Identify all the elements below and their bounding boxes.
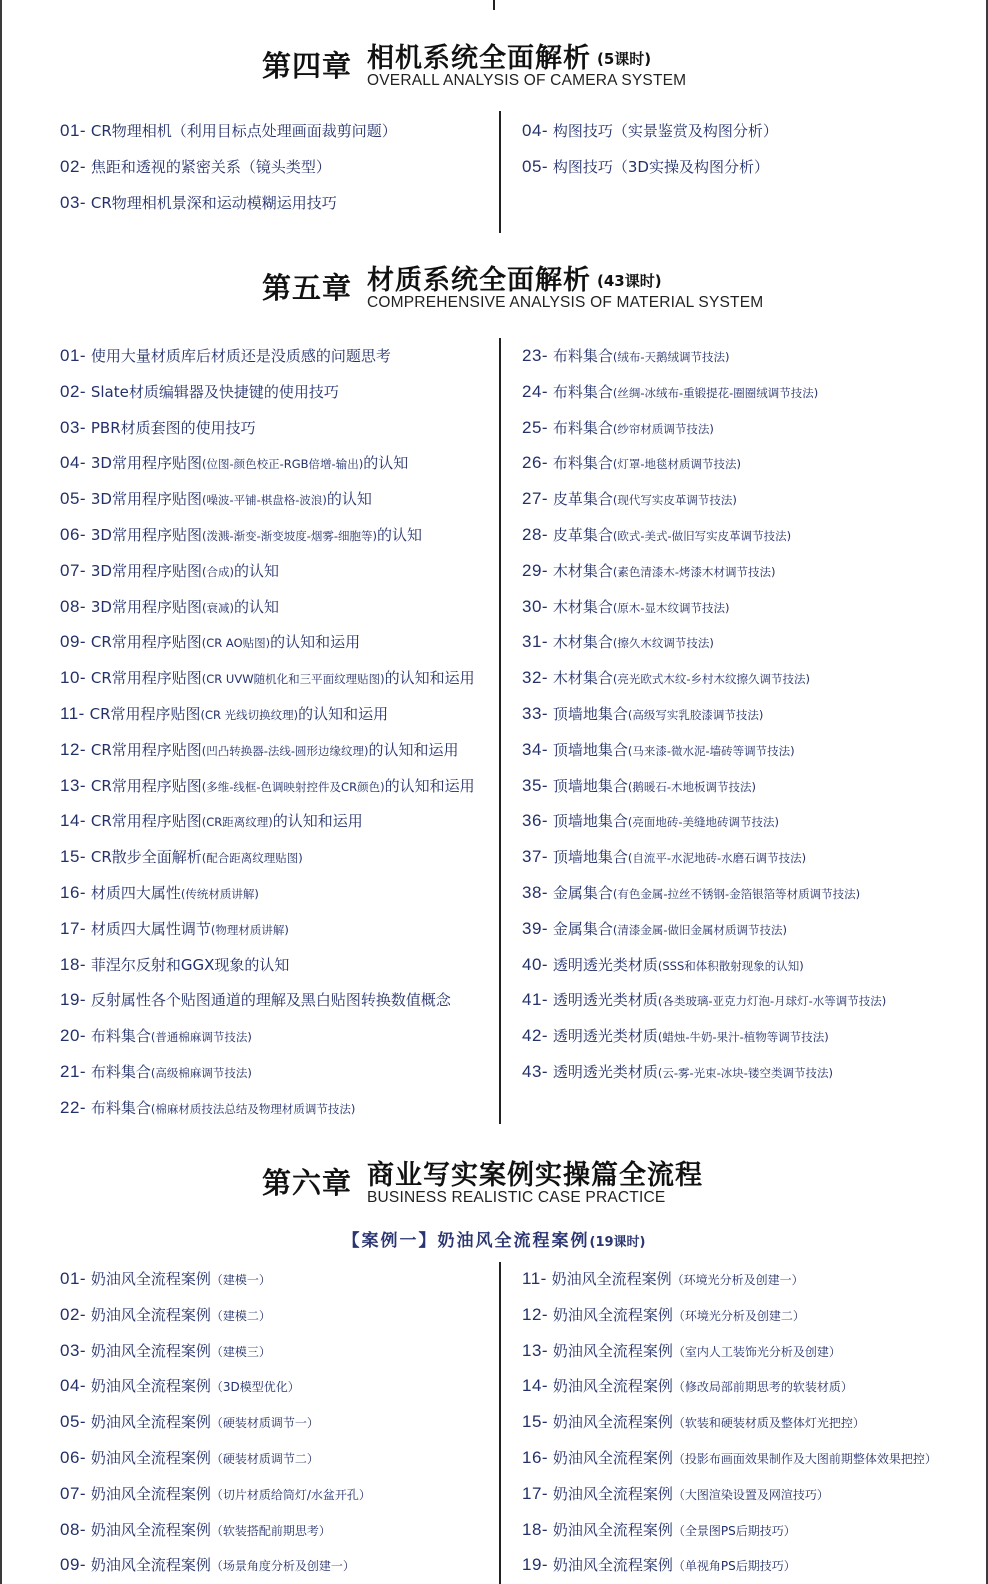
- item-note: （建模二）: [210, 1308, 271, 1323]
- item-text: 木材集合: [552, 633, 613, 652]
- item-text: 布料集合: [552, 454, 613, 473]
- item-text: CR物理相机（利用目标点处理画面裁剪问题）: [90, 122, 397, 140]
- item-note: （硬装材质调节二）: [210, 1452, 319, 1466]
- list-item: [522, 1375, 853, 1396]
- chapter-4-divider: [499, 111, 501, 233]
- list-item: [522, 989, 886, 1010]
- item-note: （室内人工装饰光分析及创建）: [672, 1344, 841, 1359]
- item-note: （投影布画面效果制作及大图前期整体效果把控）: [672, 1452, 937, 1466]
- item-number: 10-: [60, 668, 87, 688]
- list-item: [60, 1483, 371, 1504]
- list-item: [60, 488, 372, 509]
- item-note: (高级棉麻调节技法): [150, 1066, 252, 1080]
- list-item: [522, 156, 769, 177]
- item-number: 17-: [522, 1483, 549, 1503]
- item-note: （大图渲染设置及网渲技巧）: [672, 1487, 829, 1502]
- item-note: (亮光欧式木纹-乡村木纹擦久调节技法): [612, 672, 810, 687]
- list-item: [522, 1025, 829, 1046]
- item-number: 16-: [522, 1448, 549, 1467]
- item-note: (CR UVW随机化和三平面纹理贴图): [201, 672, 385, 687]
- item-number: 11-: [522, 1269, 547, 1288]
- list-item: [60, 524, 422, 545]
- item-number: 08-: [60, 1519, 87, 1539]
- item-text: 透明透光类材质: [552, 1063, 658, 1081]
- item-text: 奶油风全流程案例: [551, 1270, 672, 1288]
- list-item: [60, 1268, 271, 1289]
- item-note: （软装搭配前期思考）: [210, 1523, 331, 1538]
- list-item: [522, 918, 787, 939]
- list-item: [522, 1519, 796, 1540]
- chapter-6-header: [262, 1153, 962, 1213]
- item-text: 3D常用程序贴图: [90, 526, 202, 544]
- item-note: （环境光分析及创建一）: [671, 1273, 804, 1287]
- item-tail: 的认知和运用: [272, 812, 363, 831]
- page-border-left: [0, 0, 2, 1584]
- list-item: [522, 1340, 841, 1361]
- list-item: [60, 739, 459, 760]
- item-note: (衰减): [201, 600, 234, 615]
- item-number: 33-: [522, 704, 549, 723]
- item-text: 奶油风全流程案例: [552, 1377, 673, 1396]
- item-note: (云-雾-光束-冰块-镂空类调节技法): [657, 1066, 833, 1080]
- item-note: （修改局部前期思考的软装材质）: [672, 1380, 853, 1395]
- item-number: 04-: [60, 1376, 87, 1396]
- list-item: [522, 1554, 796, 1575]
- item-tail: 的认知和运用: [298, 705, 389, 723]
- item-number: 12-: [522, 1304, 549, 1324]
- list-item: [522, 882, 860, 903]
- list-item: [522, 1483, 829, 1504]
- item-text: 反射属性各个贴图通道的理解及黑白贴图转换数值概念: [90, 991, 451, 1010]
- item-number: 11-: [60, 704, 85, 723]
- list-item: [522, 846, 806, 867]
- item-text: CR常用程序贴图: [89, 705, 201, 723]
- item-note: （硬装材质调节一）: [210, 1416, 319, 1431]
- item-number: 02-: [60, 157, 87, 176]
- item-number: 13-: [60, 775, 87, 795]
- item-text: 构图技巧（实景鉴赏及构图分析）: [552, 122, 778, 140]
- item-number: 18-: [522, 1519, 549, 1539]
- item-text: 奶油风全流程案例: [90, 1484, 211, 1503]
- item-note: (有色金属-拉丝不锈钢-金箔银箔等材质调节技法): [612, 887, 861, 901]
- item-note: (蜡烛-牛奶-果汁-植物等调节技法): [657, 1030, 829, 1045]
- list-item: [522, 1304, 805, 1325]
- list-item: [522, 1268, 804, 1289]
- item-number: 15-: [522, 1412, 549, 1432]
- item-tail: 的认知: [377, 526, 423, 544]
- item-note: (现代写实皮革调节技法): [612, 493, 737, 508]
- chapter-5-title-text: 材质系统全面解析: [367, 265, 591, 296]
- item-text: 木材集合: [552, 669, 613, 688]
- list-item: [60, 1025, 252, 1046]
- item-note: (丝绸-冰绒布-重锻提花-圈圈绒调节技法): [612, 385, 819, 400]
- chapter-4-subtitle: OVERALL ANALYSIS OF CAMERA SYSTEM: [367, 72, 687, 89]
- item-note: （建模三）: [210, 1344, 271, 1359]
- item-text: CR常用程序贴图: [90, 669, 202, 688]
- list-item: [522, 381, 818, 402]
- item-tail: 的认知: [326, 490, 372, 509]
- item-note: (配合距离纹理贴图): [201, 851, 303, 866]
- list-item: [60, 192, 337, 213]
- item-note: (普通棉麻调节技法): [150, 1030, 252, 1045]
- case-one-title: [0, 1226, 988, 1251]
- item-number: 24-: [522, 381, 549, 401]
- chapter-5-header: [262, 258, 962, 318]
- item-note: (CR 光线切换纹理): [200, 708, 299, 722]
- list-item: [60, 631, 360, 652]
- item-text: 金属集合: [552, 884, 613, 902]
- item-text: CR物理相机景深和运动模糊运用技巧: [90, 194, 337, 212]
- item-number: 02-: [60, 1304, 87, 1324]
- item-number: 03-: [60, 193, 87, 212]
- item-text: CR常用程序贴图: [90, 740, 202, 759]
- item-number: 16-: [60, 883, 87, 902]
- item-text: 木材集合: [552, 597, 613, 616]
- item-note: （环境光分析及创建二）: [672, 1308, 805, 1323]
- item-number: 05-: [522, 157, 549, 176]
- item-text: CR常用程序贴图: [90, 633, 202, 652]
- case-one-title-text: 【案例一】奶油风全流程案例: [342, 1231, 590, 1251]
- list-item: [522, 810, 779, 831]
- list-item: [522, 596, 730, 617]
- list-item: [522, 452, 741, 473]
- list-item: [522, 739, 795, 760]
- item-note: (SSS和体积散射现象的认知): [657, 958, 804, 973]
- list-item: [60, 846, 303, 867]
- list-item: [522, 524, 791, 545]
- item-note: (棉麻材质技法总结及物理材质调节技法): [150, 1101, 356, 1116]
- item-number: 20-: [60, 1026, 87, 1046]
- item-text: 顶墙地集合: [552, 848, 628, 867]
- list-item: [60, 918, 289, 939]
- list-item: [522, 120, 778, 141]
- chapter-6-subtitle: BUSINESS REALISTIC CASE PRACTICE: [367, 1189, 666, 1206]
- list-item: [522, 703, 763, 724]
- item-note: （3D模型优化）: [210, 1380, 300, 1395]
- item-number: 31-: [522, 632, 549, 652]
- list-item: [522, 667, 810, 688]
- list-item: [60, 989, 451, 1010]
- item-text: 顶墙地集合: [552, 705, 628, 723]
- chapter-4-title-text: 相机系统全面解析: [367, 43, 591, 74]
- list-item: [522, 1447, 937, 1468]
- item-text: 奶油风全流程案例: [552, 1305, 673, 1324]
- item-text: 奶油风全流程案例: [552, 1413, 673, 1432]
- chapter-5-number: 第五章: [262, 271, 353, 305]
- item-text: 使用大量材质库后材质还是没质感的问题思考: [90, 347, 391, 365]
- item-number: 01-: [60, 346, 87, 365]
- list-item: [60, 703, 388, 724]
- item-number: 38-: [522, 883, 549, 902]
- item-text: 奶油风全流程案例: [552, 1449, 673, 1467]
- item-number: 22-: [60, 1097, 87, 1117]
- item-text: 布料集合: [552, 347, 613, 365]
- item-number: 25-: [522, 417, 549, 437]
- item-text: CR散步全面解析: [90, 848, 202, 867]
- item-note: (马来漆-微水泥-墙砖等调节技法): [627, 743, 795, 758]
- list-item: [522, 1411, 865, 1432]
- item-number: 03-: [60, 417, 87, 437]
- item-number: 04-: [60, 453, 87, 473]
- item-note: (CR距离纹理): [201, 815, 273, 830]
- item-text: 菲涅尔反射和GGX现象的认知: [90, 955, 290, 974]
- item-number: 06-: [60, 1448, 87, 1467]
- list-item: [60, 1447, 319, 1468]
- list-item: [522, 775, 756, 796]
- list-item: [60, 810, 363, 831]
- item-note: （全景图PS后期技巧）: [672, 1523, 796, 1538]
- chapter-6-divider: [499, 1262, 501, 1584]
- case-one-hours: (19课时): [589, 1235, 646, 1250]
- item-text: 金属集合: [552, 919, 613, 938]
- item-note: (纱帘材质调节技法): [612, 421, 714, 436]
- item-number: 06-: [60, 525, 87, 544]
- item-text: 奶油风全流程案例: [90, 1341, 211, 1360]
- item-text: 布料集合: [90, 1027, 151, 1046]
- item-text: 皮革集合: [552, 526, 613, 544]
- item-number: 23-: [522, 346, 549, 365]
- item-text: Slate材质编辑器及快捷键的使用技巧: [90, 382, 339, 401]
- item-number: 27-: [522, 489, 549, 509]
- item-text: 布料集合: [552, 418, 613, 437]
- item-number: 34-: [522, 739, 549, 759]
- item-number: 09-: [60, 1555, 87, 1575]
- item-note: (物理材质讲解): [210, 922, 289, 937]
- item-note: (高级写实乳胶漆调节技法): [627, 708, 764, 722]
- item-text: 布料集合: [552, 382, 613, 401]
- item-note: (鹅暖石-木地板调节技法): [627, 779, 756, 794]
- item-text: 奶油风全流程案例: [552, 1484, 673, 1503]
- item-number: 18-: [60, 954, 87, 974]
- item-tail: 的认知和运用: [368, 740, 459, 759]
- list-item: [522, 954, 804, 975]
- item-text: 构图技巧（3D实操及构图分析）: [552, 158, 769, 176]
- chapter-5-title: [367, 258, 662, 297]
- item-number: 04-: [522, 121, 549, 140]
- item-number: 26-: [522, 453, 549, 473]
- list-item: [60, 1411, 319, 1432]
- item-note: (亮面地砖-美缝地砖调节技法): [627, 815, 779, 830]
- list-item: [60, 596, 279, 617]
- item-note: （单视角PS后期技巧）: [672, 1559, 796, 1574]
- item-number: 29-: [522, 560, 549, 580]
- list-item: [60, 954, 289, 975]
- item-note: (素色清漆木-烤漆木材调节技法): [612, 564, 776, 579]
- item-text: 透明透光类材质: [552, 955, 658, 974]
- item-note: （软装和硬装材质及整体灯光把控）: [672, 1416, 865, 1431]
- item-number: 35-: [522, 775, 549, 795]
- chapter-4-title: [367, 36, 651, 75]
- item-text: 3D常用程序贴图: [90, 597, 202, 616]
- chapter-5-hours: (43课时): [597, 272, 662, 290]
- list-item: [60, 1519, 331, 1540]
- item-text: 3D常用程序贴图: [90, 561, 202, 580]
- chapter-5-subtitle: COMPREHENSIVE ANALYSIS OF MATERIAL SYSTEM: [367, 294, 764, 311]
- list-item: [60, 1061, 252, 1082]
- item-number: 13-: [522, 1340, 549, 1360]
- item-text: 焦距和透视的紧密关系（镜头类型）: [90, 158, 331, 176]
- list-item: [60, 667, 475, 688]
- item-number: 08-: [60, 596, 87, 616]
- list-item: [522, 1061, 833, 1082]
- list-item: [522, 488, 737, 509]
- item-text: 奶油风全流程案例: [90, 1270, 211, 1288]
- chapter-6-title: 商业写实案例实操篇全流程: [367, 1160, 703, 1191]
- item-note: (擦久木纹调节技法): [612, 636, 714, 651]
- item-number: 40-: [522, 954, 549, 974]
- item-number: 19-: [60, 990, 87, 1010]
- item-text: 奶油风全流程案例: [90, 1377, 211, 1396]
- list-item: [60, 1304, 271, 1325]
- item-text: 材质四大属性调节: [90, 919, 211, 938]
- item-tail: 的认知和运用: [384, 669, 475, 688]
- chapter-4-header: [262, 36, 962, 96]
- item-text: 透明透光类材质: [552, 991, 658, 1010]
- item-number: 12-: [60, 739, 87, 759]
- chapter-4-number: 第四章: [262, 49, 353, 83]
- item-text: 奶油风全流程案例: [90, 1413, 211, 1432]
- item-note: (泼溅-渐变-渐变坡度-烟雾-细胞等): [201, 529, 378, 543]
- list-item: [60, 417, 256, 438]
- item-note: (噪波-平铺-棋盘格-波浪): [201, 493, 327, 508]
- item-text: 布料集合: [90, 1098, 151, 1117]
- item-note: (自流平-水泥地砖-水磨石调节技法): [627, 851, 807, 866]
- item-text: CR常用程序贴图: [90, 776, 202, 795]
- item-text: 皮革集合: [552, 490, 613, 509]
- item-note: （建模一）: [210, 1273, 271, 1287]
- item-text: 奶油风全流程案例: [552, 1520, 673, 1539]
- item-number: 14-: [60, 811, 87, 831]
- item-number: 14-: [522, 1376, 549, 1396]
- item-text: 奶油风全流程案例: [552, 1556, 673, 1575]
- list-item: [60, 156, 331, 177]
- item-number: 15-: [60, 847, 87, 867]
- item-text: 奶油风全流程案例: [90, 1305, 211, 1324]
- item-note: (凹凸转换器-法线-圆形边缘纹理): [201, 743, 369, 758]
- item-text: 奶油风全流程案例: [90, 1520, 211, 1539]
- item-number: 01-: [60, 121, 87, 140]
- item-number: 01-: [60, 1269, 87, 1288]
- list-item: [60, 452, 408, 473]
- item-tail: 的认知: [233, 597, 279, 616]
- item-text: 奶油风全流程案例: [90, 1449, 211, 1467]
- item-text: 3D常用程序贴图: [90, 490, 202, 509]
- item-note: (原木-显木纹调节技法): [612, 600, 730, 615]
- item-note: (传统材质讲解): [180, 887, 259, 901]
- item-tail: 的认知和运用: [270, 633, 361, 652]
- item-number: 09-: [60, 632, 87, 652]
- item-number: 02-: [60, 381, 87, 401]
- chapter-5-divider: [499, 338, 501, 1124]
- item-number: 05-: [60, 1412, 87, 1432]
- chapter-4-hours: (5课时): [597, 50, 652, 68]
- list-item: [522, 560, 776, 581]
- item-text: 3D常用程序贴图: [90, 454, 202, 473]
- item-note: (多维-线框-色调映射控件及CR颜色): [201, 779, 385, 794]
- item-text: 顶墙地集合: [552, 776, 628, 795]
- item-text: 布料集合: [90, 1063, 151, 1081]
- item-note: (清漆金属-做旧金属材质调节技法): [612, 922, 787, 937]
- list-item: [60, 560, 279, 581]
- item-note: (位图-颜色校正-RGB倍增-输出): [201, 457, 364, 472]
- item-text: 奶油风全流程案例: [552, 1341, 673, 1360]
- list-item: [60, 381, 339, 402]
- item-text: PBR材质套图的使用技巧: [90, 418, 256, 437]
- item-number: 43-: [522, 1062, 549, 1081]
- list-item: [60, 1375, 300, 1396]
- item-text: 材质四大属性: [90, 884, 181, 902]
- item-note: （场景角度分析及创建一）: [210, 1559, 355, 1574]
- item-note: (绒布-天鹅绒调节技法): [612, 350, 730, 364]
- item-number: 32-: [522, 668, 549, 688]
- list-item: [522, 345, 730, 366]
- item-number: 39-: [522, 918, 549, 938]
- item-tail: 的认知: [363, 454, 409, 473]
- item-text: 木材集合: [552, 561, 613, 580]
- item-note: （切片材质给筒灯/水盆开孔）: [210, 1487, 371, 1502]
- item-tail: 的认知: [233, 561, 279, 580]
- item-number: 37-: [522, 847, 549, 867]
- chapter-6-number: 第六章: [262, 1166, 353, 1200]
- item-note: (欧式-美式-做旧写实皮革调节技法): [612, 529, 792, 543]
- list-item: [60, 1097, 355, 1118]
- list-item: [60, 775, 475, 796]
- item-number: 07-: [60, 1483, 87, 1503]
- list-item: [522, 417, 714, 438]
- list-item: [60, 345, 391, 366]
- item-number: 30-: [522, 596, 549, 616]
- list-item: [60, 882, 259, 903]
- item-note: (合成): [201, 564, 234, 579]
- list-item: [60, 1340, 271, 1361]
- item-number: 42-: [522, 1026, 549, 1046]
- item-text: 透明透光类材质: [552, 1027, 658, 1046]
- list-item: [60, 120, 397, 141]
- item-text: CR常用程序贴图: [90, 812, 202, 831]
- item-number: 19-: [522, 1555, 549, 1575]
- item-number: 03-: [60, 1340, 87, 1360]
- item-number: 28-: [522, 525, 549, 544]
- list-item: [522, 631, 714, 652]
- item-note: (灯罩-地毯材质调节技法): [612, 457, 741, 472]
- item-text: 顶墙地集合: [552, 740, 628, 759]
- item-number: 21-: [60, 1062, 87, 1081]
- top-divider: [493, 0, 495, 10]
- item-number: 07-: [60, 560, 87, 580]
- item-number: 36-: [522, 811, 549, 831]
- item-number: 05-: [60, 489, 87, 509]
- item-number: 41-: [522, 990, 549, 1010]
- item-text: 奶油风全流程案例: [90, 1556, 211, 1575]
- item-note: (CR AO贴图): [201, 636, 271, 651]
- item-text: 顶墙地集合: [552, 812, 628, 831]
- item-tail: 的认知和运用: [384, 776, 475, 795]
- item-note: (各类玻璃-亚克力灯泡-月球灯-水等调节技法): [657, 994, 887, 1009]
- list-item: [60, 1554, 355, 1575]
- item-number: 17-: [60, 918, 87, 938]
